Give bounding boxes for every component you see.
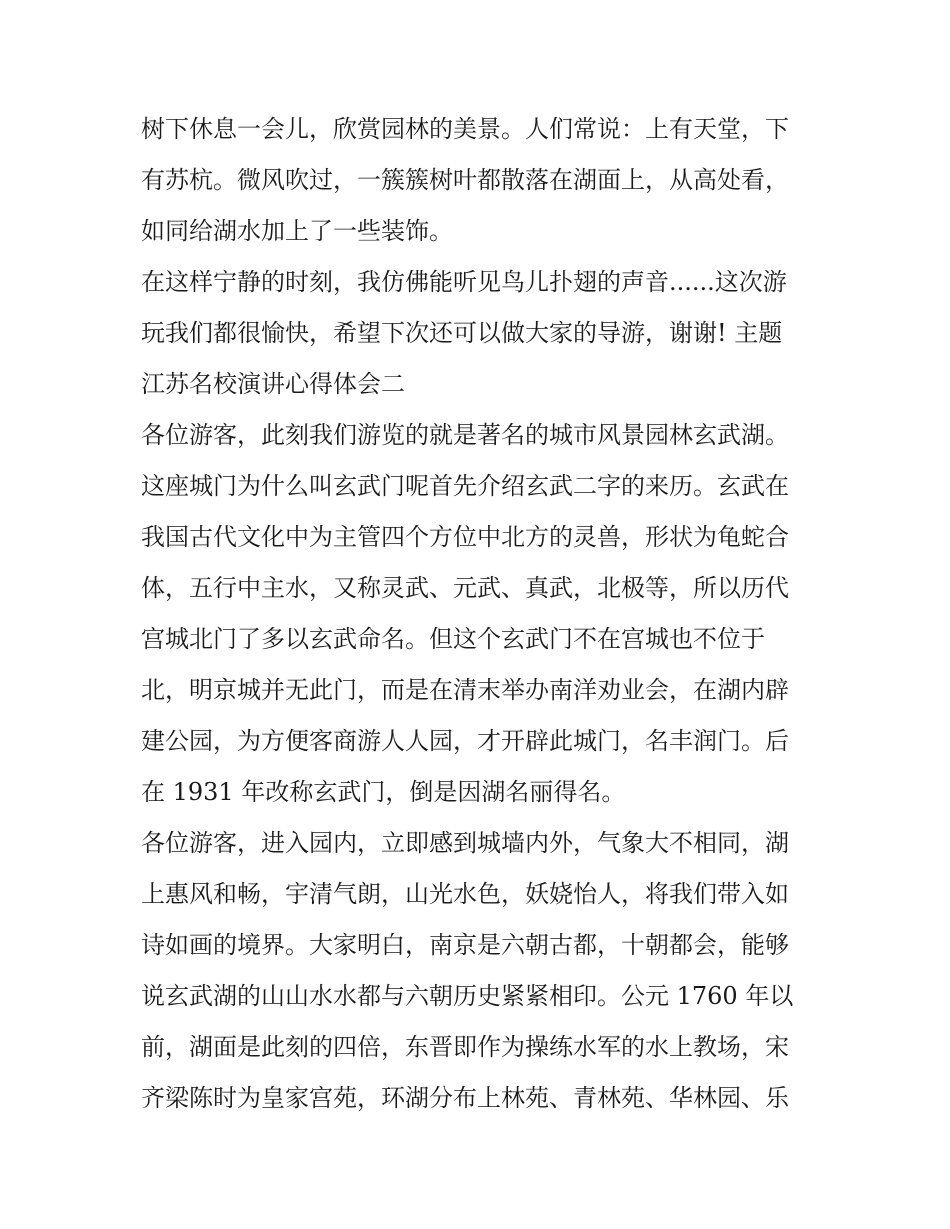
text-line-15: 各位游客，进入园内，立即感到城墙内外，气象大不相同，湖	[141, 829, 789, 857]
text-line-8: 这座城门为什么叫玄武门呢首先介绍玄武二字的来历。玄武在	[141, 472, 789, 500]
text-line-3: 如同给湖水加上了一些装饰。	[141, 217, 453, 245]
text-line-16: 上惠风和畅，宇清气朗，山光水色，妖娆怡人，将我们带入如	[141, 880, 789, 908]
text-line-18: 说玄武湖的山山水水都与六朝历史紧紧相印。公元 1760 年以	[141, 982, 794, 1010]
text-line-9: 我国古代文化中为主管四个方位中北方的灵兽，形状为龟蛇合	[141, 523, 789, 551]
text-line-13: 建公园，为方便客商游人人园，才开辟此城门，名丰润门。后	[141, 727, 789, 755]
text-line-20: 齐梁陈时为皇家宫苑，环湖分布上林苑、青林苑、华林园、乐	[141, 1084, 789, 1112]
text-line-7: 各位游客，此刻我们游览的就是著名的城市风景园林玄武湖。	[141, 421, 789, 449]
text-line-17: 诗如画的境界。大家明白，南京是六朝古都，十朝都会，能够	[141, 931, 789, 959]
text-line-12: 北，明京城并无此门，而是在清末举办南洋劝业会，在湖内辟	[141, 676, 789, 704]
text-line-11: 宫城北门了多以玄武命名。但这个玄武门不在宫城也不位于	[141, 625, 765, 653]
text-line-6: 江苏名校演讲心得体会二	[141, 370, 405, 398]
text-line-5: 玩我们都很愉快，希望下次还可以做大家的导游，谢谢! 主题	[141, 319, 783, 347]
text-line-4: 在这样宁静的时刻，我仿佛能听见鸟儿扑翅的声音......这次游	[141, 268, 787, 296]
text-line-10: 体，五行中主水，又称灵武、元武、真武，北极等，所以历代	[141, 574, 789, 602]
text-line-14: 在 1931 年改称玄武门，倒是因湖名丽得名。	[141, 778, 626, 806]
document-body	[141, 104, 813, 1124]
text-line-2: 有苏杭。微风吹过，一簇簇树叶都散落在湖面上，从高处看，	[141, 166, 789, 194]
text-line-19: 前，湖面是此刻的四倍，东晋即作为操练水军的水上教场，宋	[141, 1033, 789, 1061]
text-line-1: 树下休息一会儿，欣赏园林的美景。人们常说：上有天堂，下	[141, 115, 789, 143]
